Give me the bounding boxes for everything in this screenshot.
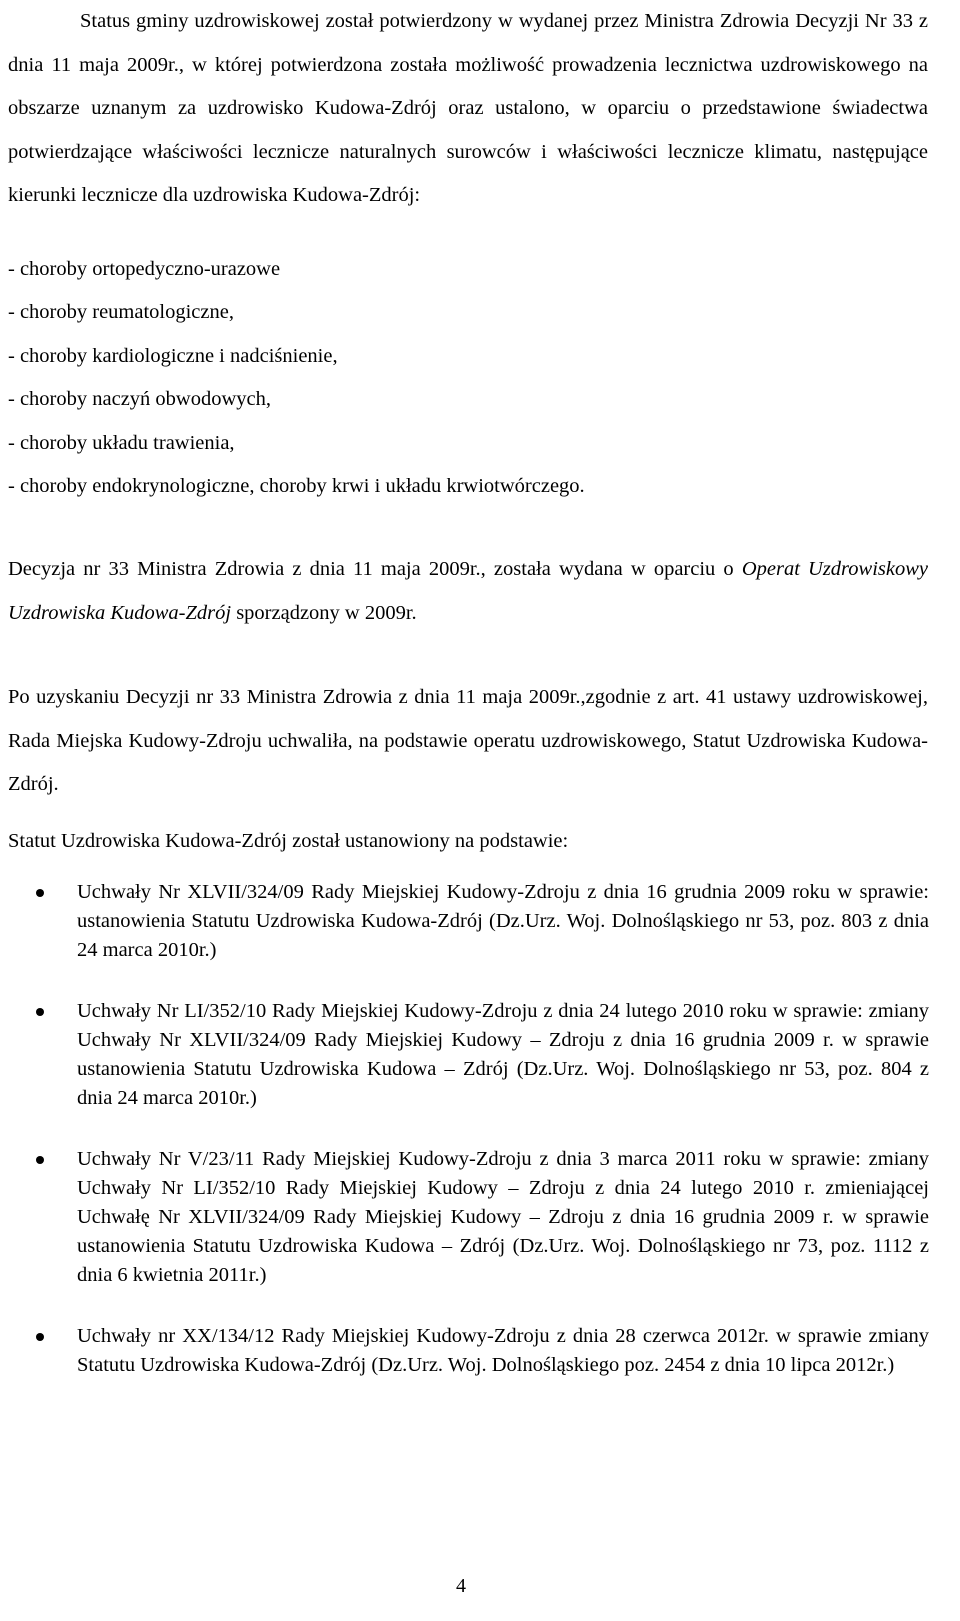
page-number: 4 [456,1575,466,1597]
resolution-text: Uchwały Nr LI/352/10 Rady Miejskiej Kudowy-Zdroju z dnia 24 lutego 2010 roku w sprawie: zmiany Uchwały Nr XLVII/324/09 Rady Miejskiej Kudowy – Zdroju z dnia 16 grudnia 2009 r. w sprawie ustanowienia Statutu Uzdrowiska Kudowa – Zdrój (Dz.Urz. Woj. Dolnośląskiego nr 53, poz. 804 z dnia 24 marca 2010r.) [77,1000,929,1109]
resolution-text: Uchwały Nr V/23/11 Rady Miejskiej Kudowy-Zdroju z dnia 3 marca 2011 roku w sprawie: zmiany Uchwały Nr LI/352/10 Rady Miejskiej Kudowy – Zdroju z dnia 24 lutego 2010 r. zmieniającej Uchwałę Nr XLVII/324/09 Rady Miejskiej Kudowy – Zdroju z dnia 16 grudnia 2009 r. w sprawie ustanowienia Statutu Uzdrowiska Kudowa – Zdrój (Dz.Urz. Woj. Dolnośląskiego nr 73, poz. 1112 z dnia 6 kwietnia 2011r.) [77,1148,929,1286]
resolution-text: Uchwały nr XX/134/12 Rady Miejskiej Kudowy-Zdroju z dnia 28 czerwca 2012r. w sprawie zmiany Statutu Uzdrowiska Kudowa-Zdrój (Dz.Urz. Woj. Dolnośląskiego poz. 2454 z dnia 10 lipca 2012r.) [77,1325,929,1376]
list-item: - choroby układu trawienia, [8,431,235,454]
resolution-text: Uchwały Nr XLVII/324/09 Rady Miejskiej Kudowy-Zdroju z dnia 16 grudnia 2009 roku w sprawie: ustanowienia Statutu Uzdrowiska Kudowa-Zdrój (Dz.Urz. Woj. Dolnośląskiego nr 53, poz. 803 z dnia 24 marca 2010r.) [77,881,929,961]
decision-text-after: sporządzony w 2009r. [231,601,417,624]
resolution-item [0,1145,929,1290]
list-item: - choroby reumatologiczne, [8,301,234,324]
resolutions-list [0,878,960,1412]
statute-adoption-text: Po uzyskaniu Decyzji nr 33 Ministra Zdrowia z dnia 11 maja 2009r.,zgodnie z art. 41 ustawy uzdrowiskowej, Rada Miejska Kudowy-Zdroju uchwaliła, na podstawie operatu uzdrowiskowego, Statut Uzdrowiska Kudowa-Zdrój. [8,686,928,795]
resolution-item [0,997,929,1113]
bullet-icon [36,1156,44,1164]
list-item: - choroby kardiologiczne i nadciśnienie, [8,344,338,367]
status-paragraph [8,0,928,218]
list-item: - choroby naczyń obwodowych, [8,388,272,411]
list-item: - choroby endokrynologiczne, choroby krwi i układu krwiotwórczego. [8,475,585,498]
statute-basis-paragraph [8,820,928,864]
decision-paragraph [8,548,928,635]
statute-basis-text: Statut Uzdrowiska Kudowa-Zdrój został ustanowiony na podstawie: [8,830,569,852]
therapeutic-directions-list [8,248,928,508]
resolution-item [0,878,929,965]
list-item: - choroby ortopedyczno-urazowe [8,258,281,280]
status-paragraph-text: Status gminy uzdrowiskowej został potwierdzony w wydanej przez Ministra Zdrowia Decyzji Nr 33 z dnia 11 maja 2009r., w której potwierdzona została możliwość prowadzenia lecznictwa uzdrowiskowego na obszarze uznanym za uzdrowisko Kudowa-Zdrój oraz ustalono, w oparciu o przedstawione świadectwa potwierdzające właściwości lecznicze naturalnych surowców i właściwości lecznicze klimatu, następujące kierunki lecznicze dla uzdrowiska Kudowa-Zdrój: [8,10,928,206]
decision-text-before: Decyzja nr 33 Ministra Zdrowia z dnia 11 maja 2009r., została wydana w oparciu o [8,558,742,580]
bullet-icon [36,1333,44,1341]
bullet-icon [36,1008,44,1016]
resolution-item [0,1322,929,1380]
bullet-icon [36,889,44,897]
operat-title: Operat Uzdrowiskowy Uzdrowiska Kudowa-Zdrój [8,558,928,624]
statute-adoption-paragraph [8,676,928,807]
